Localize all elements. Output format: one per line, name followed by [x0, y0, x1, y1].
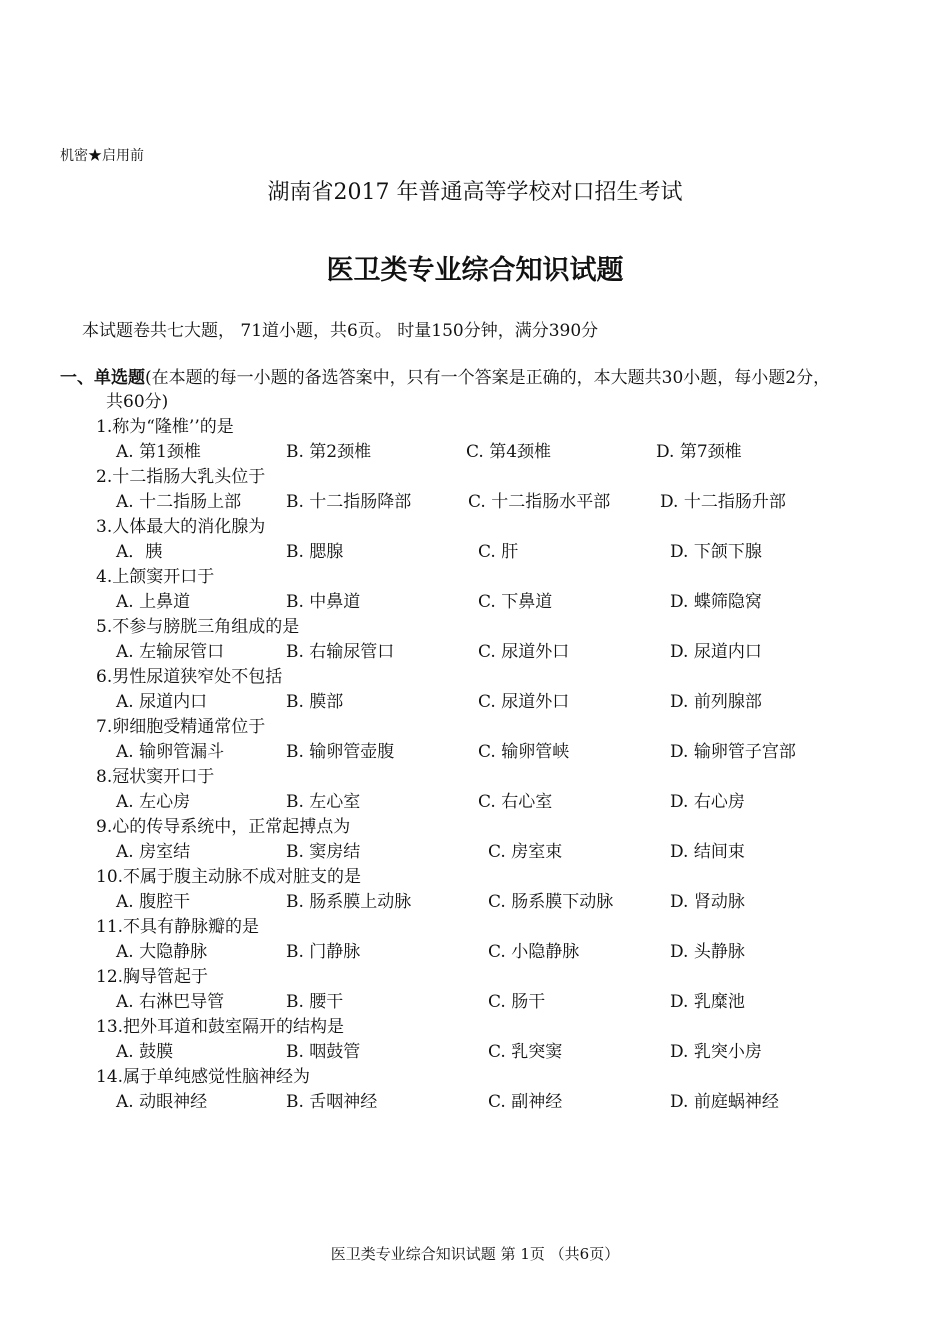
question-item: [96, 515, 916, 565]
option-d: D. 下颌下腺: [670, 542, 762, 562]
question-stem: 4.上颌窦开口于: [96, 567, 215, 587]
option-c: C. 下鼻道: [478, 592, 553, 612]
option-a: A. 左心房: [116, 792, 191, 812]
section-1-heading: [60, 366, 920, 414]
option-b: B. 十二指肠降部: [286, 492, 412, 512]
option-a: A. 腹腔干: [116, 892, 191, 912]
question-item: [96, 965, 916, 1015]
section-description-cont: 共60分): [106, 392, 169, 412]
option-d: D. 乳糜池: [670, 992, 745, 1012]
option-a: A. 房室结: [116, 842, 191, 862]
option-c: C. 肝: [478, 542, 519, 562]
question-stem: 1.称为“隆椎’’的是: [96, 417, 234, 437]
question-list: [96, 415, 916, 1115]
option-a: A. 上鼻道: [116, 592, 191, 612]
question-options: [96, 840, 916, 865]
option-a: A. 动眼神经: [116, 1092, 208, 1112]
question-stem: 5.不参与膀胱三角组成的是: [96, 617, 300, 637]
question-item: [96, 915, 916, 965]
question-item: [96, 615, 916, 665]
option-d: D. 十二指肠升部: [660, 492, 786, 512]
option-c: C. 尿道外口: [478, 692, 570, 712]
section-description: (在本题的每一小题的备选答案中，只有一个答案是正确的，本大题共30小题，每小题2分，: [145, 368, 831, 388]
question-options: [96, 940, 916, 965]
option-b: B. 第2颈椎: [286, 442, 372, 462]
option-b: B. 腮腺: [286, 542, 344, 562]
exam-title: 湖南省2017 年普通高等学校对口招生考试: [267, 180, 683, 205]
question-options: [96, 890, 916, 915]
option-d: D. 第7颈椎: [656, 442, 742, 462]
option-d: D. 乳突小房: [670, 1042, 762, 1062]
option-c: C. 肠系膜下动脉: [488, 892, 614, 912]
option-a: A. 输卵管漏斗: [116, 742, 225, 762]
option-a: A．胰: [116, 542, 163, 562]
question-options: [96, 540, 916, 565]
option-d: D. 肾动脉: [670, 892, 745, 912]
option-c: C. 副神经: [488, 1092, 563, 1112]
option-a: A. 尿道内口: [116, 692, 208, 712]
section-number: 一、: [60, 368, 94, 388]
question-options: [96, 490, 916, 515]
option-c: C. 肠干: [488, 992, 546, 1012]
question-item: [96, 1015, 916, 1065]
question-options: [96, 690, 916, 715]
option-b: B. 舌咽神经: [286, 1092, 378, 1112]
section-label: 单选题: [94, 368, 145, 388]
option-c: C. 小隐静脉: [488, 942, 580, 962]
option-b: B. 窦房结: [286, 842, 361, 862]
question-item: [96, 565, 916, 615]
option-a: A. 第1颈椎: [116, 442, 201, 462]
confidential-mark: 机密★启用前: [60, 148, 144, 164]
option-b: B. 肠系膜上动脉: [286, 892, 412, 912]
question-options: [96, 590, 916, 615]
option-a: A. 十二指肠上部: [116, 492, 242, 512]
option-d: D. 尿道内口: [670, 642, 762, 662]
option-a: A. 大隐静脉: [116, 942, 208, 962]
option-d: D. 结间束: [670, 842, 745, 862]
question-options: [96, 640, 916, 665]
question-item: [96, 465, 916, 515]
question-options: [96, 1090, 916, 1115]
option-c: C. 十二指肠水平部: [468, 492, 611, 512]
question-stem: 13.把外耳道和鼓室隔开的结构是: [96, 1017, 345, 1037]
question-stem: 9.心的传导系统中，正常起搏点为: [96, 817, 351, 837]
question-stem: 14.属于单纯感觉性脑神经为: [96, 1067, 311, 1087]
option-c: C. 第4颈椎: [466, 442, 552, 462]
question-item: [96, 1065, 916, 1115]
question-stem: 2.十二指肠大乳头位于: [96, 467, 266, 487]
option-d: D. 头静脉: [670, 942, 745, 962]
question-item: [96, 815, 916, 865]
option-b: B. 咽鼓管: [286, 1042, 361, 1062]
question-stem: 12.胸导管起于: [96, 967, 209, 987]
option-b: B. 中鼻道: [286, 592, 361, 612]
option-a: A. 左输尿管口: [116, 642, 225, 662]
question-item: [96, 715, 916, 765]
option-b: B. 膜部: [286, 692, 344, 712]
option-c: C. 输卵管峡: [478, 742, 570, 762]
option-b: B. 输卵管壶腹: [286, 742, 395, 762]
question-stem: 10.不属于腹主动脉不成对脏支的是: [96, 867, 362, 887]
option-b: B. 左心室: [286, 792, 361, 812]
question-stem: 6.男性尿道狭窄处不包括: [96, 667, 283, 687]
question-item: [96, 865, 916, 915]
option-d: D. 右心房: [670, 792, 745, 812]
option-a: A. 鼓膜: [116, 1042, 174, 1062]
paper-title: 医卫类专业综合知识试题: [326, 255, 624, 286]
question-stem: 7.卵细胞受精通常位于: [96, 717, 266, 737]
option-b: B. 右输尿管口: [286, 642, 395, 662]
question-options: [96, 440, 916, 465]
question-options: [96, 1040, 916, 1065]
question-options: [96, 740, 916, 765]
option-c: C. 乳突窦: [488, 1042, 563, 1062]
option-c: C. 尿道外口: [478, 642, 570, 662]
question-item: [96, 415, 916, 465]
option-c: C. 右心室: [478, 792, 553, 812]
question-stem: 8.冠状窦开口于: [96, 767, 215, 787]
question-options: [96, 990, 916, 1015]
option-d: D. 输卵管子宫部: [670, 742, 796, 762]
question-item: [96, 765, 916, 815]
option-b: B. 门静脉: [286, 942, 361, 962]
question-item: [96, 665, 916, 715]
option-a: A. 右淋巴导管: [116, 992, 225, 1012]
page-footer: 医卫类专业综合知识试题 第 1页 （共6页）: [330, 1245, 620, 1263]
option-d: D. 前庭蜗神经: [670, 1092, 779, 1112]
option-c: C. 房室束: [488, 842, 563, 862]
option-d: D. 前列腺部: [670, 692, 762, 712]
question-stem: 3.人体最大的消化腺为: [96, 517, 266, 537]
question-stem: 11.不具有静脉瓣的是: [96, 917, 260, 937]
exam-intro: 本试题卷共七大题， 71道小题，共6页。 时量150分钟，满分390分: [82, 321, 599, 341]
option-b: B. 腰干: [286, 992, 344, 1012]
option-d: D. 蝶筛隐窝: [670, 592, 762, 612]
question-options: [96, 790, 916, 815]
